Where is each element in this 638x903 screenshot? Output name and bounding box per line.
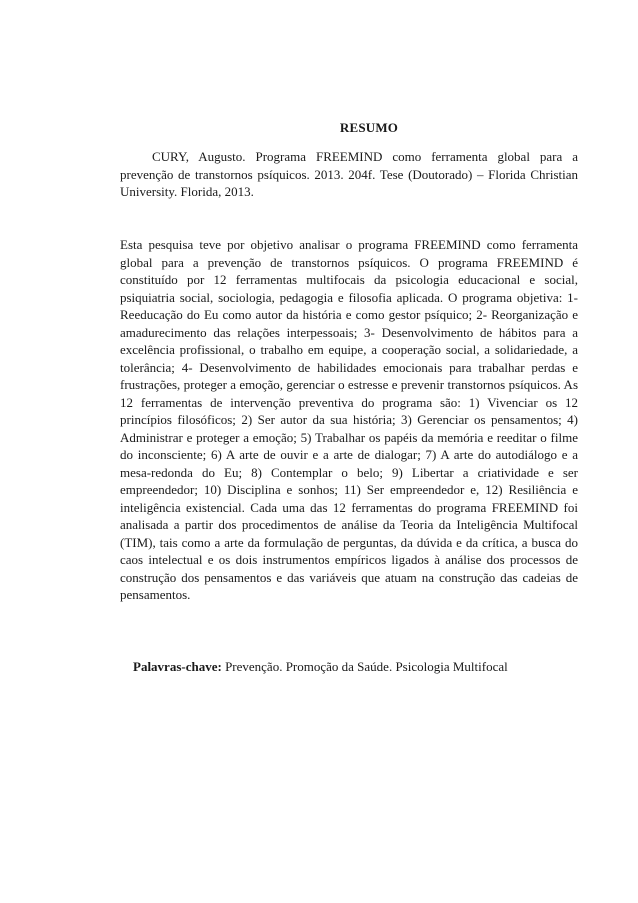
keywords-label: Palavras-chave:: [133, 659, 222, 674]
page-title: RESUMO: [339, 120, 399, 135]
abstract-body: Esta pesquisa teve por objetivo analisar o programa FREEMIND como ferramenta global para a prevenção de transtornos psíquicos. O programa FREEMIND é constituído por 12 ferramentas multifocais da psicologia educacional e social, psiquiatria social, sociologia, pedagogia e filosofia aplicada. O programa objetiva: 1- Reeducação do Eu como autor da história e como gestor psíquico; 2- Reorganização e amadurecimento das relações interpessoais; 3- Desenvolvimento de hábitos para a excelência profissional, o trabalho em equipe, a cooperação social, a solidariedade, a tolerância; 4- Desenvolvimento de habilidades emocionais para trabalhar perdas e frustrações, proteger a emoção, gerenciar o estresse e prevenir transtornos psíquicos. As 12 ferramentas de intervenção preventiva do programa são: 1) Vivenciar os 12 princípios filosóficos; 2) Ser autor da sua história; 3) Gerenciar os pensamentos; 4) Administrar e proteger a emoção; 5) Trabalhar os papéis da memória e reeditar o filme do inconsciente; 6) A arte de ouvir e a arte de dialogar; 7) A arte do autodiálogo e a mesa-redonda do Eu; 8) Contemplar o belo; 9) Libertar a criatividade e ser empreendedor; 10) Disciplina e sonhos; 11) Ser empreendedor e, 12) Resiliência e inteligência existencial. Cada uma das 12 ferramentas do programa FREEMIND foi analisada a partir dos procedimentos de análise da Teoria da Inteligência Multifocal (TIM), tais como a arte da formulação de perguntas, da dúvida e da crítica, a busca do caos intelectual e os dois instrumentos empíricos ligados à análise dos processos de construção dos pensamentos e das variáveis que atuam na construção das cadeias de pensamentos.: [120, 237, 578, 602]
bibliographic-reference: CURY, Augusto. Programa FREEMIND como ferramenta global para a prevenção de transtornos psíquicos. 2013. 204f. Tese (Doutorado) – Florida Christian University. Florida, 2013.: [120, 149, 578, 199]
keywords-value: Prevenção. Promoção da Saúde. Psicologia Multifocal: [225, 659, 508, 674]
keywords-line: [133, 658, 603, 676]
